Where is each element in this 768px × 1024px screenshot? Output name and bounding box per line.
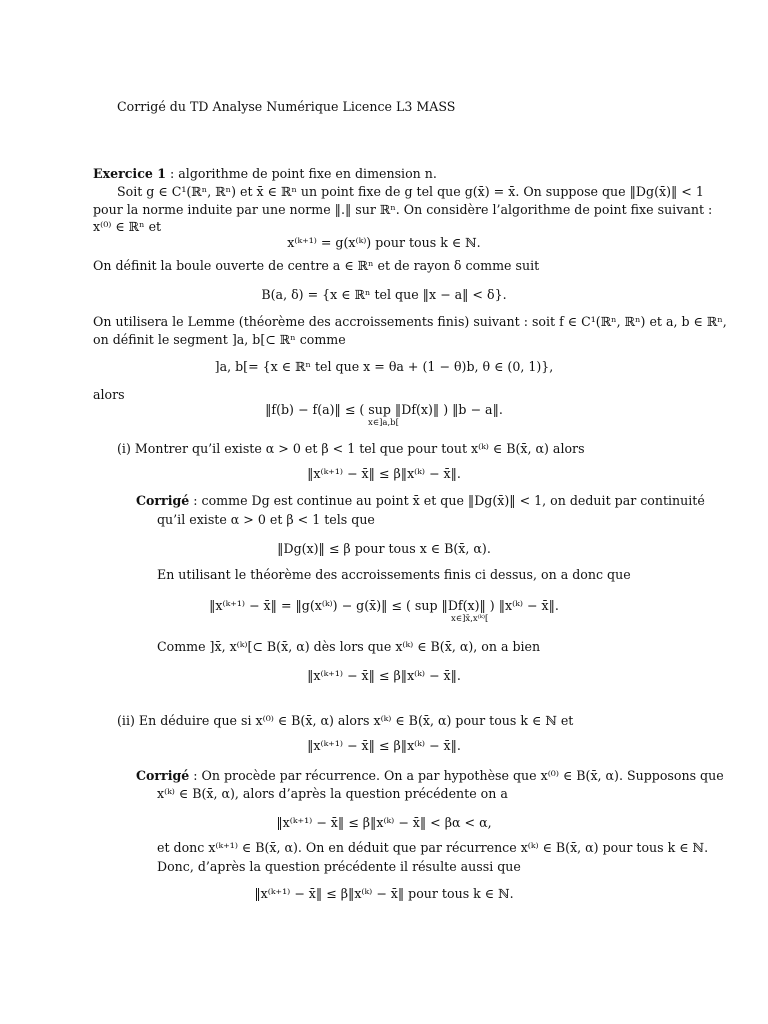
alors-text: alors [93,387,125,402]
question-2-equation: ‖x⁽ᵏ⁺¹⁾ − x̄‖ ≤ β‖x⁽ᵏ⁾ − x̄‖. [307,738,461,753]
equation-q1-final: ‖x⁽ᵏ⁺¹⁾ − x̄‖ ≤ β‖x⁽ᵏ⁾ − x̄‖. [307,668,461,683]
question-1: (i) Montrer qu’il existe α > 0 et β < 1 tel que pour tout x⁽ᵏ⁾ ∈ B(x̄, α) alors [117,441,585,456]
lemma-line-1: On utilisera le Lemme (théorème des accroissements finis) suivant : soit f ∈ C¹(ℝⁿ, ℝⁿ) et a, b ∈ ℝⁿ, [93,314,727,329]
equation-taf: ‖x⁽ᵏ⁺¹⁾ − x̄‖ = ‖g(x⁽ᵏ⁾) − g(x̄)‖ ≤ ( sup ‖Df(x)‖ ) ‖x⁽ᵏ⁾ − x̄‖. [209,598,559,613]
intro-line-1: Soit g ∈ C¹(ℝⁿ, ℝⁿ) et x̄ ∈ ℝⁿ un point fixe de g tel que g(x̄) = x̄. On suppose que ‖Dg(x̄)‖ < 1 [117,184,704,199]
corrige-1-line-1 [136,493,705,508]
corrige-1-taf-text: En utilisant le théorème des accroissements finis ci dessus, on a donc que [157,567,631,582]
document-title: Corrigé du TD Analyse Numérique Licence L3 MASS [117,99,456,114]
equation-ball: B(a, δ) = {x ∈ ℝⁿ tel que ‖x − a‖ < δ}. [261,287,507,302]
intro-line-2: pour la norme induite par une norme ‖.‖ sur ℝⁿ. On considère l’algorithme de point fixe suivant : [93,202,713,217]
corrige-2-label: Corrigé [136,768,190,783]
intro-line-3: x⁽⁰⁾ ∈ ℝⁿ et [93,219,162,234]
corrige-2-conclusion-intro: Donc, d’après la question précédente il résulte aussi que [157,859,521,874]
corrige-2-line-1 [136,768,724,783]
question-1-equation: ‖x⁽ᵏ⁺¹⁾ − x̄‖ ≤ β‖x⁽ᵏ⁾ − x̄‖. [307,466,461,481]
corrige-2-deduction: et donc x⁽ᵏ⁺¹⁾ ∈ B(x̄, α). On en déduit que par récurrence x⁽ᵏ⁾ ∈ B(x̄, α) pour tous k ∈ ℕ. [157,840,709,855]
equation-q2-final: ‖x⁽ᵏ⁺¹⁾ − x̄‖ ≤ β‖x⁽ᵏ⁾ − x̄‖ pour tous k ∈ ℕ. [254,886,514,901]
corrige-1-line-2: qu’il existe α > 0 et β < 1 tels que [157,512,375,527]
question-2: (ii) En déduire que si x⁽⁰⁾ ∈ B(x̄, α) alors x⁽ᵏ⁾ ∈ B(x̄, α) pour tous k ∈ ℕ et [117,713,574,728]
corrige-1-comme-text: Comme ]x̄, x⁽ᵏ⁾[⊂ B(x̄, α) dès lors que x⁽ᵏ⁾ ∈ B(x̄, α), on a bien [157,639,541,654]
exercise-label: Exercice 1 [93,166,167,181]
equation-recurrence: ‖x⁽ᵏ⁺¹⁾ − x̄‖ ≤ β‖x⁽ᵏ⁾ − x̄‖ < βα < α, [276,815,492,830]
corrige-2-line-2: x⁽ᵏ⁾ ∈ B(x̄, α), alors d’après la question précédente on a [157,786,508,801]
exercise-heading [93,166,437,181]
equation-segment: ]a, b[= {x ∈ ℝⁿ tel que x = θa + (1 − θ)b, θ ∈ (0, 1)}, [214,359,554,374]
equation-lemma-subscript: x∈]a,b[ [368,418,399,428]
corrige-1-text: : comme Dg est continue au point x̄ et que ‖Dg(x̄)‖ < 1, on deduit par continuité [189,493,705,508]
equation-lemma: ‖f(b) − f(a)‖ ≤ ( sup ‖Df(x)‖ ) ‖b − a‖. [265,402,503,417]
ball-definition-text: On définit la boule ouverte de centre a ∈ ℝⁿ et de rayon δ comme suit [93,258,540,273]
exercise-heading-text: : algorithme de point fixe en dimension n. [166,166,437,181]
equation-taf-subscript: x∈]x̄,x⁽ᵏ⁾[ [451,614,489,624]
corrige-2-text: : On procède par récurrence. On a par hypothèse que x⁽⁰⁾ ∈ B(x̄, α). Supposons que [189,768,724,783]
equation-iteration: x⁽ᵏ⁺¹⁾ = g(x⁽ᵏ⁾) pour tous k ∈ ℕ. [287,235,481,250]
equation-dg-bound: ‖Dg(x)‖ ≤ β pour tous x ∈ B(x̄, α). [277,541,491,556]
lemma-line-2: on définit le segment ]a, b[⊂ ℝⁿ comme [93,332,346,347]
corrige-1-label: Corrigé [136,493,190,508]
